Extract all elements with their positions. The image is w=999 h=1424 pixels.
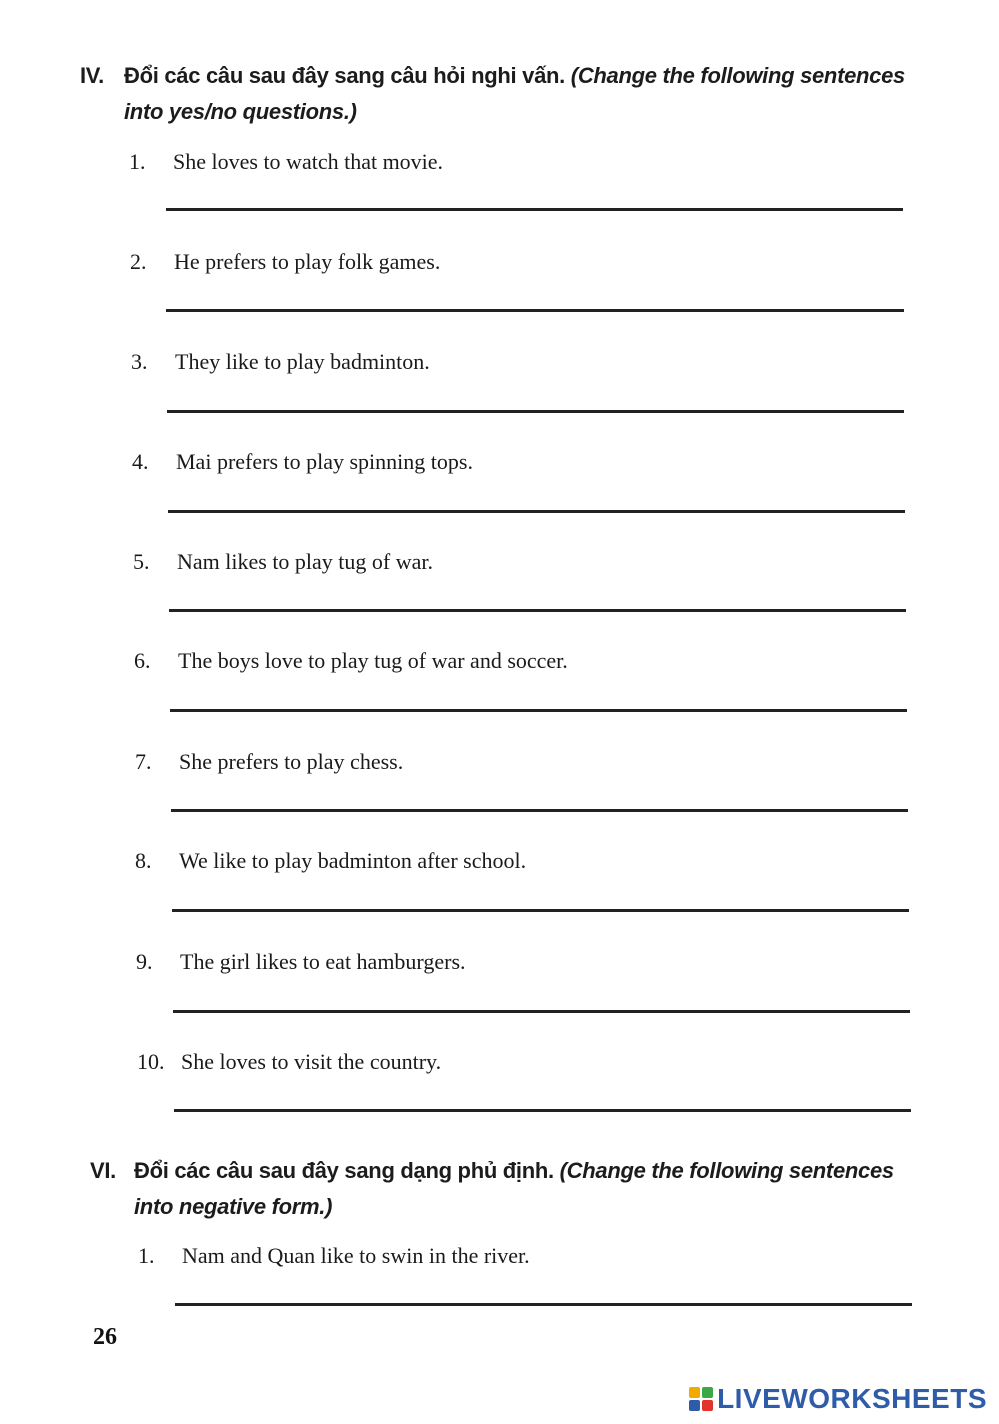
item-sentence: She loves to visit the country. [181,1049,442,1074]
section-iv-title-en-line1: (Change the following sentences [570,63,905,88]
answer-line[interactable] [168,510,905,513]
section-vi-title-en-line1: (Change the following sentences [559,1158,894,1183]
item-number: 7. [135,749,152,774]
exercise-item [137,1049,441,1075]
item-number: 6. [134,648,151,673]
exercise-item [129,149,443,175]
answer-line[interactable] [166,309,904,312]
item-sentence: The boys love to play tug of war and soccer. [178,648,568,673]
exercise-item [136,949,466,975]
logo-square-icon [702,1387,713,1398]
section-vi-title-en-line2: into negative form.) [134,1194,333,1219]
answer-line[interactable] [172,909,909,912]
item-sentence: He prefers to play folk games. [174,249,441,274]
exercise-item [133,549,433,575]
logo-square-icon [689,1400,700,1411]
item-number: 10. [137,1049,165,1074]
item-number: 9. [136,949,153,974]
item-number: 1. [129,149,146,174]
item-sentence: They like to play badminton. [175,349,430,374]
item-number: 5. [133,549,150,574]
item-sentence: Mai prefers to play spinning tops. [176,449,473,474]
section-iv-heading [80,58,960,130]
exercise-item [135,749,403,775]
logo-square-icon [689,1387,700,1398]
item-number: 2. [130,249,147,274]
answer-line[interactable] [169,609,906,612]
brand-name: LIVEWORKSHEETS [717,1383,987,1414]
section-vi-number: VI. [90,1158,116,1183]
exercise-item [131,349,430,375]
section-vi-heading [90,1153,970,1225]
exercise-item [138,1243,530,1269]
exercise-item [132,449,473,475]
answer-line[interactable] [175,1303,912,1306]
section-vi-title-vi: Đổi các câu sau đây sang dạng phủ định. [134,1158,554,1183]
exercise-item [130,249,440,275]
answer-line[interactable] [173,1010,910,1013]
item-number: 8. [135,848,152,873]
section-iv-title-vi: Đổi các câu sau đây sang câu hỏi nghi vấn. [124,63,565,88]
section-iv-number: IV. [80,63,104,88]
item-sentence: The girl likes to eat hamburgers. [180,949,466,974]
item-number: 4. [132,449,149,474]
section-iv-title-en-line2: into yes/no questions.) [124,99,357,124]
exercise-item [135,848,526,874]
liveworksheets-brand [689,1383,987,1415]
answer-line[interactable] [170,709,907,712]
item-sentence: She prefers to play chess. [179,749,404,774]
exercise-item [134,648,568,674]
item-number: 3. [131,349,148,374]
page-number: 26 [93,1324,117,1350]
item-sentence: Nam and Quan like to swin in the river. [182,1243,530,1268]
answer-line[interactable] [166,208,903,211]
item-sentence: We like to play badminton after school. [179,848,527,873]
item-sentence: She loves to watch that movie. [173,149,444,174]
answer-line[interactable] [174,1109,911,1112]
item-sentence: Nam likes to play tug of war. [177,549,434,574]
answer-line[interactable] [167,410,904,413]
logo-square-icon [702,1400,713,1411]
liveworksheets-logo-icon [689,1387,713,1411]
item-number: 1. [138,1243,155,1268]
answer-line[interactable] [171,809,908,812]
